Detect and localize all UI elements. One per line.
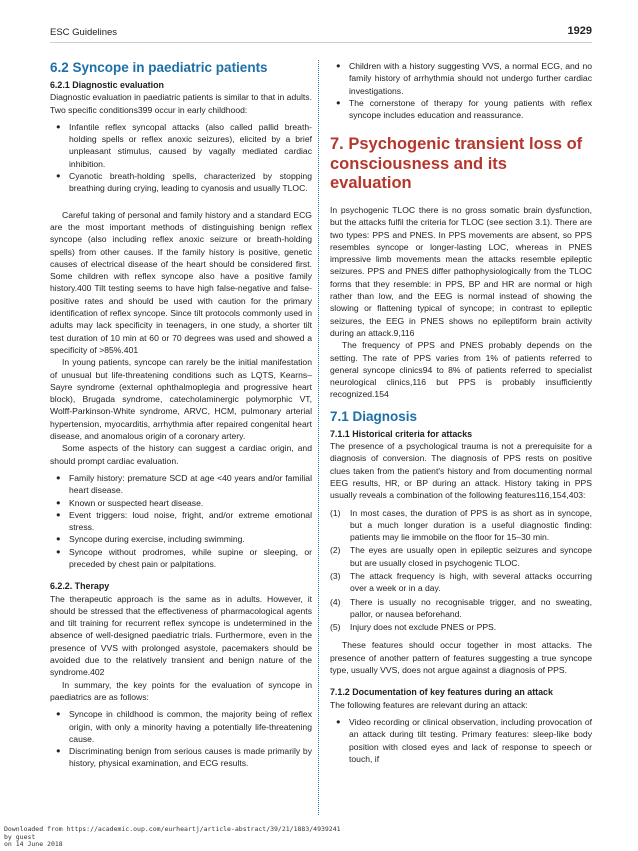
section-6-2-1-title: 6.2.1 Diagnostic evaluation: [50, 80, 164, 90]
list-item: ● Syncope without prodromes, while supine or sleeping, or preceded by chest pain or palpitations.: [56, 546, 312, 571]
page-number: 1929: [567, 25, 592, 37]
paragraph: These features should occur together in most attacks. The presence of another pattern of features suggesting a true syncope type, usually VVS, does not argue against a diagnosis of PPS.: [330, 640, 592, 676]
section-7-1-title: 7.1 Diagnosis: [330, 408, 418, 424]
list-item: ● The cornerstone of therapy for young patients with reflex syncope includes education and reassurance.: [336, 97, 592, 122]
list-item: ● Video recording or clinical observation, including provocation of an attack during tilt testing. Primary features: sleep-like body position with closed eyes and lack of response to speech or touch, if: [336, 716, 592, 765]
list-item: ● Cyanotic breath-holding spells, characterized by stopping breathing during crying, leading to cyanosis and usually TLOC.: [56, 170, 312, 195]
right-column: [330, 60, 592, 771]
list-item: ● Known or suspected heart disease.: [56, 497, 312, 509]
left-column: [50, 60, 312, 776]
list-item: ● Infantile reflex syncopal attacks (also called pallid breath-holding spells or reflex anoxic seizures), elicited by a brief unpleasant stimulus, caused by vagally mediated cardiac inhibition.: [56, 121, 312, 170]
section-7-title: 7. Psychogenic transient loss of consciousness and its evaluation: [330, 135, 583, 193]
paragraph: In young patients, syncope can rarely be the initial manifestation of unusual but life-threatening conditions such as LQTS, Kearns–Sayre syndrome (external ophthalmoplegia and progressive heart block), Brugada syndrome, catecholaminergic polymorphic VT, Wolff-Parkinson-White syndrome, ARVC, HCM, pulmonary arterial hypertension, myocarditis, arrhythmia after repaired congenital heart disease, and anomalous origin of a coronary artery.: [50, 357, 312, 442]
key-points-continued-list: [330, 60, 592, 121]
paragraph: The presence of a psychological trauma is not a prerequisite for a diagnosis of conversion. The diagnosis of PPS rests on positive clues taken from the patient's history and from documenting normal EEG results, HR, or BP during an attack. History taking in PPS usually reveals a combination of the following features116,154,403:: [330, 441, 592, 501]
header-rule: [50, 42, 592, 43]
paragraph: The therapeutic approach is the same as in adults. However, it should be stressed that the effectiveness of pharmacological agents and tilt training for recurrent reflex syncope is undetermined in the absence of well-designed paediatric trials. Furthermore, even in the presence of VVS with prolonged asystole, pacemakers should be avoided due to the relatively transient and benign nature of the syndrome.402: [50, 593, 312, 678]
key-points-list: [50, 708, 312, 769]
list-item: ● Family history: premature SCD at age <40 years and/or familial heart disease.: [56, 472, 312, 497]
attack-features-list: [330, 507, 592, 634]
list-item: ● Syncope during exercise, including swimming.: [56, 533, 312, 545]
section-7-1-2-title: 7.1.2 Documentation of key features during an attack: [330, 687, 553, 698]
paragraph: In summary, the key points for the evaluation of syncope in paediatrics are as follows:: [50, 679, 312, 702]
paragraph: Careful taking of personal and family history and a standard ECG are the most important methods of distinguishing benign reflex syncope (also including reflex anoxic seizure or breath-holding spells) from other causes. If the family history is positive, genetic causes of electrical disease of the heart should be considered first. Some children with reflex syncope also have a positive family history.400 Tilt testing seems to have high false-negative and false-positive rates and should be used with caution for the primary identification of reflex syncope. Since tilt protocols commonly used in adults may lack specificity in teenagers, in one study, a shorter tilt test duration of 10 min at 60 or 70 degrees was used and showed a specificity of >85%.401: [50, 209, 312, 355]
list-item: ● Event triggers: loud noise, fright, and/or extreme emotional stress.: [56, 509, 312, 534]
section-7-1-1-title: 7.1.1 Historical criteria for attacks: [330, 428, 473, 439]
list-item: (5) Injury does not exclude PNES or PPS.: [330, 622, 497, 633]
paragraph: The following features are relevant during an attack:: [330, 699, 528, 710]
paragraph: The frequency of PPS and PNES probably depends on the setting. The rate of PPS varies from 1% of patients referred to general syncope clinics94 to 8% of patients referred to specialist neurological clinics,116 but PPS is probably insufficiently recognized.154: [330, 340, 592, 400]
list-item: (4) There is usually no recognisable trigger, and no sweating, pallor, or nausea beforehand.: [330, 596, 592, 619]
download-footer: Downloaded from https://academic.oup.com/eurheartj/article-abstract/39/21/1883/4939241 by guest on 14 June 2018: [4, 825, 341, 848]
history-features-list: [50, 472, 312, 570]
list-item: (3) The attack frequency is high, with several attacks occurring over a week or in a day.: [330, 571, 592, 594]
paragraph: Some aspects of the history can suggest a cardiac origin, and should prompt cardiac evaluation.: [50, 443, 312, 466]
diagnostic-intro: Diagnostic evaluation in paediatric patients is similar to that in adults. Two specific conditions399 occur in early childhood:: [50, 92, 312, 115]
section-6-2-2-title: 6.2.2. Therapy: [50, 581, 110, 592]
journal-header: ESC Guidelines: [50, 27, 118, 38]
section-6-2-title: 6.2 Syncope in paediatric patients: [50, 60, 268, 75]
childhood-conditions-list: [50, 121, 312, 195]
list-item: ● Syncope in childhood is common, the majority being of reflex origin, with only a minority having a potentially life-threatening cause.: [56, 708, 312, 745]
paragraph: In psychogenic TLOC there is no gross somatic brain dysfunction, but the attacks fulfil the criteria for TLOC (see section 3.1). There are two types: PPS and PNES. In PPS movements are absent, so PPS resembles syncope or longer-lasting LOC, whereas in PNES impressive limb movements mean the attacks resemble epileptic seizures. PPS and PNES differ pathophysiologically from the TLOC forms that they resemble: in PPS, BP and HR are normal or high rather than low, and the EEG is normal instead of showing the slowing or flattening typical of syncope; in contrast to epileptic seizures, the EEG in PNES shows no epileptiform brain activity during an attack.9,116: [330, 204, 592, 338]
list-item: ● Children with a history suggesting VVS, a normal ECG, and no family history of arrhythmia should not undergo further cardiac investigations.: [336, 60, 592, 97]
list-item: ● Discriminating benign from serious causes is made primarily by history, physical examination, and ECG results.: [56, 745, 312, 770]
list-item: (1) In most cases, the duration of PPS is as short as in syncope, but a much longer duration is a useful diagnostic finding: patients may lie immobile on the floor for 15–30 min.: [330, 507, 592, 543]
list-item: (2) The eyes are usually open in epileptic seizures and syncope but are usually closed in psychogenic TLOC.: [330, 545, 592, 568]
column-divider: [318, 60, 319, 815]
attack-documentation-list: [330, 716, 592, 765]
